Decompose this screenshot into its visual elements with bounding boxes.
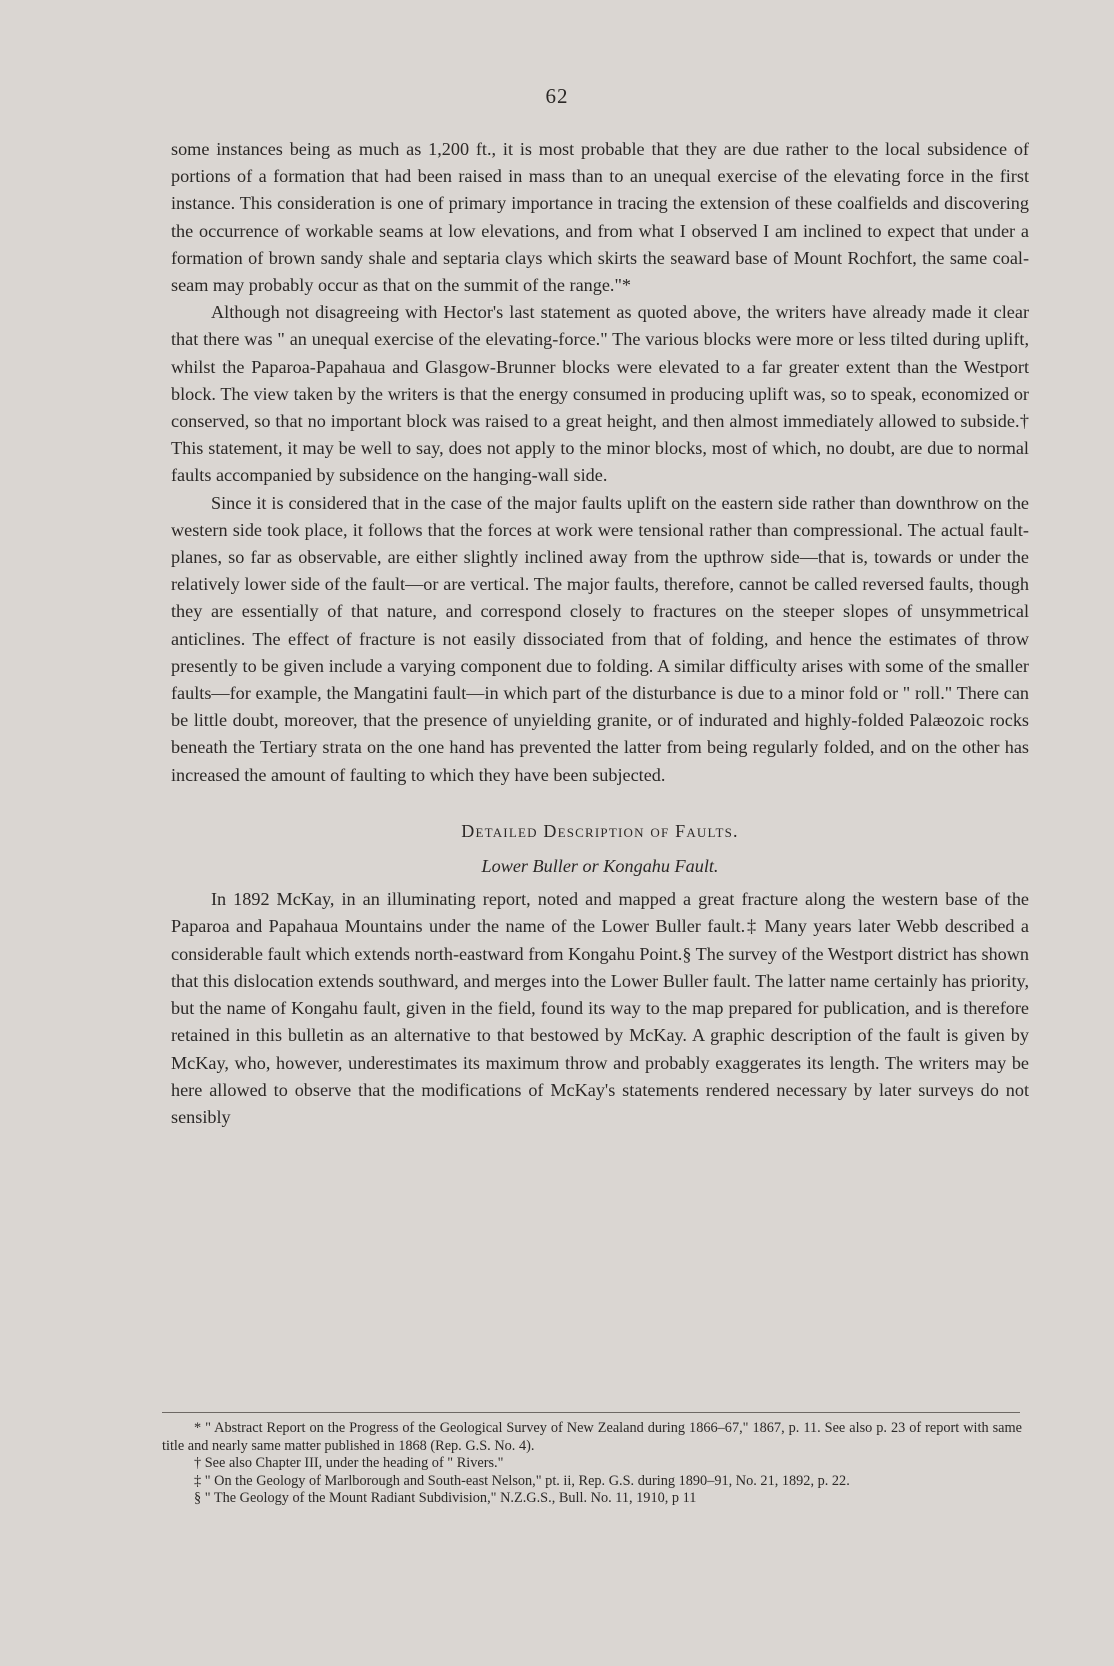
paragraph-lower-buller: In 1892 McKay, in an illuminating report, noted and mapped a great fracture along the western base of the Paparoa and Papahaua Mountains under the name of the Lower Buller fault.‡ Many years later Webb described a considerable fault which extends north-eastward from Kongahu Point.§ The survey of the Westport district has shown that this dislocation extends southward, and merges into the Lower Buller fault. The latter name certainly has priority, but the name of Kongahu fault, given in the field, found its way to the map prepared for publication, and is therefore retained in this bulletin as an alternative to that bestowed by McKay. A graphic description of the fault is given by McKay, who, however, underestimates its maximum throw and probably exaggerates its length. The writers may be here allowed to observe that the modifications of McKay's statements rendered necessary by later surveys do not sensibly bbox=[171, 889, 1029, 1127]
footnotes bbox=[162, 1420, 1022, 1508]
footnote: § " The Geology of the Mount Radiant Subdivision," N.Z.G.S., Bull. No. 11, 1910, p 11 bbox=[194, 1490, 697, 1507]
footnote-divider bbox=[162, 1412, 1020, 1413]
paragraph-major-faults: Since it is considered that in the case of the major faults uplift on the eastern side rather than downthrow on the western side took place, it follows that the forces at work were tensional rather than compressional. The actual fault-planes, so far as observable, are either slightly inclined away from the upthrow side—that is, towards or under the relatively lower side of the fault—or are vertical. The major faults, therefore, cannot be called reversed faults, though they are essentially of that nature, and correspond closely to fractures on the steeper slopes of unsymmetrical anticlines. The effect of fracture is not easily dissociated from that of folding, and hence the estimates of throw presently to be given include a varying component due to folding. A similar difficulty arises with some of the smaller faults—for example, the Mangatini fault—in which part of the disturbance is due to a minor fold or " roll." There can be little doubt, moreover, that the presence of unyielding granite, or of indurated and highly-folded Palæozoic rocks beneath the Tertiary strata on the one hand has prevented the latter from being regularly folded, and on the other has increased the amount of faulting to which they have been subjected. bbox=[171, 492, 1029, 785]
footnote: ‡ " On the Geology of Marlborough and South-east Nelson," pt. ii, Rep. G.S. during 1890–91, No. 21, 1892, p. 22. bbox=[194, 1472, 850, 1489]
subsection-heading: Lower Buller or Kongahu Fault. bbox=[481, 856, 719, 877]
footnote: * " Abstract Report on the Progress of the Geological Survey of New Zealand during 1866–67," 1867, p. 11. See also p. 23 of report with same title and nearly same matter published in 1868 (Rep. G.S. No. 4). bbox=[162, 1420, 1022, 1454]
page-number: 62 bbox=[545, 84, 569, 108]
footnote: † See also Chapter III, under the heading of " Rivers." bbox=[194, 1455, 504, 1472]
main-text bbox=[171, 136, 1029, 1131]
paragraph-elevating-force: Although not disagreeing with Hector's last statement as quoted above, the writers have already made it clear that there was " an unequal exercise of the elevating-force." The various blocks were more or less tilted during uplift, whilst the Paparoa-Papahaua and Glasgow-Brunner blocks were elevated to a far greater extent than the Westport block. The view taken by the writers is that the energy consumed in producing uplift was, so to speak, economized or conserved, so that no important block was raised to a great height, and then almost immediately allowed to subside.† This statement, it may be well to say, does not apply to the minor blocks, most of which, no doubt, are due to normal faults accompanied by subsidence on the hanging-wall side. bbox=[171, 302, 1029, 486]
paragraph-continued: some instances being as much as 1,200 ft., it is most probable that they are due rather to the local subsidence of portions of a formation that had been raised in mass than to an unequal exercise of the elevating force in the first instance. This consideration is one of primary importance in tracing the extension of these coalfields and discovering the occurrence of workable seams at low elevations, and from what I observed I am inclined to expect that under a formation of brown sandy shale and septaria clays which skirts the seaward base of Mount Rochfort, the same coal-seam may probably occur as that on the summit of the range."* bbox=[171, 139, 1029, 296]
section-heading: Detailed Description of Faults. bbox=[461, 820, 739, 841]
